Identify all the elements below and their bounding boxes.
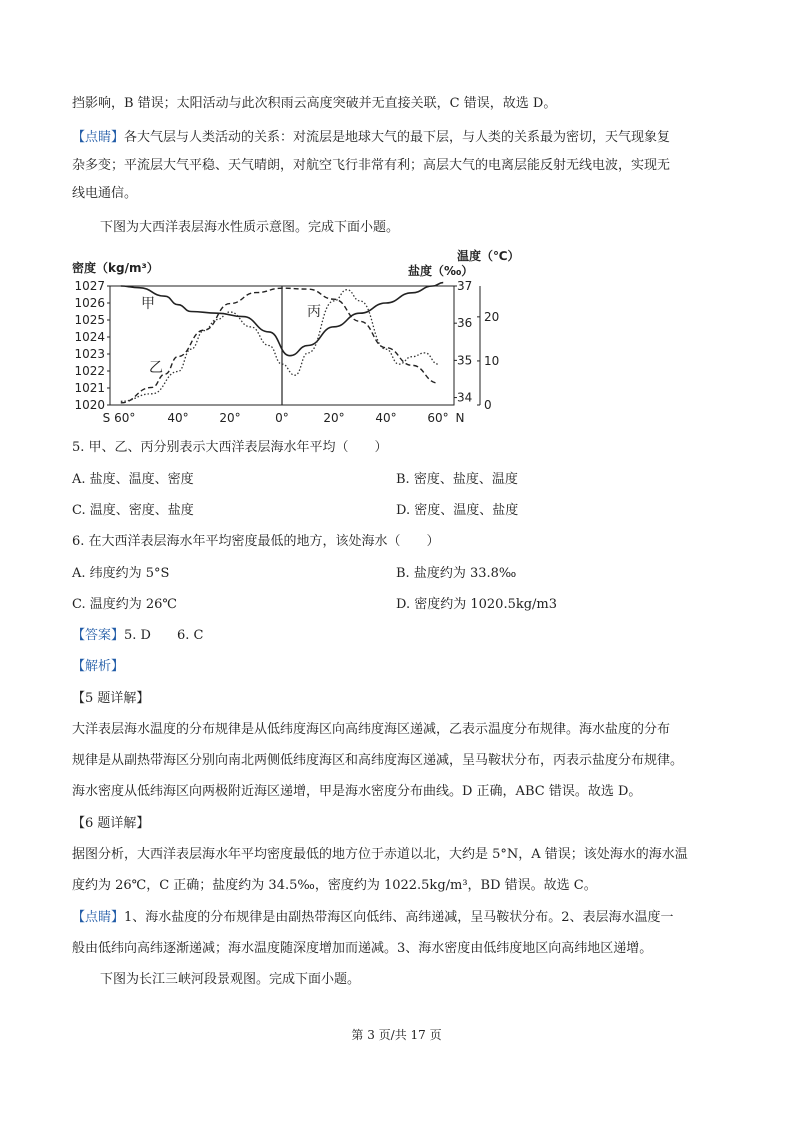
- q5-option-d[interactable]: D. 密度、温度、盐度: [396, 503, 519, 518]
- answer-text: 5. D 6. C: [124, 628, 204, 643]
- tip2-line: [72, 909, 722, 927]
- tip-line: 线电通信。: [72, 186, 138, 201]
- density-tick-label: 1026: [74, 296, 105, 310]
- atlantic-chart: [70, 248, 540, 433]
- answer-line: [72, 627, 722, 645]
- temperature-tick-label: 20: [484, 309, 500, 324]
- detail5-line: 规律是从副热带海区分别向南北两侧低纬度海区和高纬度海区递减，呈马鞍状分布，丙表示盐度分布规律。: [72, 753, 684, 768]
- density-tick-label: 1025: [74, 313, 105, 327]
- density-tick-label: 1023: [74, 347, 105, 361]
- series-label-salinity: 丙: [307, 304, 321, 320]
- detail6-line: 据图分析，大西洋表层海水年平均密度最低的地方位于赤道以北，大约是 5°N，A 错误；该处海水的海水温: [72, 847, 688, 862]
- latitude-tick-label: 0°: [275, 411, 289, 425]
- chart-labels: [72, 248, 520, 376]
- tip2-line: 般由低纬向高纬逐渐递减；海水温度随深度增加而递减。3、海水密度由低纬度地区向高纬地区递增。: [72, 941, 653, 956]
- q5-option-c[interactable]: C. 温度、密度、盐度: [72, 503, 194, 518]
- next-prompt: 下图为长江三峡河段景观图。完成下面小题。: [100, 972, 361, 987]
- density-axis-title: 密度（kg/m³）: [72, 261, 159, 275]
- q6-stem: 6. 在大西洋表层海水年平均密度最低的地方，该处海水（ ）: [72, 534, 440, 549]
- chart-prompt: 下图为大西洋表层海水性质示意图。完成下面小题。: [100, 220, 400, 235]
- page-footer: 第 3 页/共 17 页: [351, 1028, 442, 1042]
- q6-option-c[interactable]: C. 温度约为 26℃: [72, 597, 177, 612]
- salinity-tick-label: 34: [457, 390, 473, 405]
- chart-ticks: [74, 279, 499, 425]
- answer-tag: 【答案】: [72, 628, 125, 643]
- tip2-tag: 【点睛】: [72, 910, 125, 925]
- density-tick-label: 1024: [74, 330, 105, 344]
- latitude-tick-label: S 60°: [102, 411, 136, 425]
- tip-tag: 【点睛】: [72, 130, 125, 145]
- latitude-tick-label: N: [455, 411, 465, 425]
- tip-paragraph: [72, 129, 722, 147]
- analysis-tag: 【解析】: [72, 659, 125, 674]
- detail6-tag: 【6 题详解】: [72, 816, 150, 831]
- chart-axes: [110, 286, 480, 405]
- salinity-axis-title: 盐度（‰）: [408, 264, 474, 278]
- temperature-axis-title: 温度（℃）: [457, 249, 520, 263]
- detail6-line: 度约为 26℃，C 正确；盐度约为 34.5‰，密度约为 1022.5kg/m³，BD 错误。故选 C。: [72, 878, 597, 893]
- detail5-line: 海水密度从低纬海区向两极附近海区递增，甲是海水密度分布曲线。D 正确，ABC 错误。故选 D。: [72, 784, 642, 799]
- series-label-density: 甲: [141, 296, 155, 312]
- q5-stem: 5. 甲、乙、丙分别表示大西洋表层海水年平均（ ）: [72, 440, 388, 455]
- latitude-tick-label: 20°: [219, 411, 241, 425]
- intro-line: 挡影响，B 错误；太阳活动与此次积雨云高度突破并无直接关联，C 错误，故选 D。: [72, 96, 557, 111]
- latitude-tick-label: 20°: [323, 411, 345, 425]
- salinity-tick-label: 36: [457, 316, 473, 331]
- temperature-tick-label: 10: [484, 353, 500, 368]
- density-tick-label: 1027: [74, 279, 105, 293]
- detail5-line: 大洋表层海水温度的分布规律是从低纬度海区向高纬度海区递减，乙表示温度分布规律。海水盐度的分布: [72, 722, 671, 737]
- series-label-temperature: 乙: [149, 360, 163, 376]
- latitude-tick-label: 40°: [375, 411, 397, 425]
- density-tick-label: 1021: [74, 381, 105, 395]
- q5-option-b[interactable]: B. 密度、盐度、温度: [396, 472, 518, 487]
- density-tick-label: 1020: [74, 398, 105, 412]
- tip-line: 杂多变；平流层大气平稳、天气晴朗，对航空飞行非常有利；高层大气的电离层能反射无线电波，实现无: [72, 158, 671, 173]
- q5-option-a[interactable]: A. 盐度、温度、密度: [72, 472, 194, 487]
- salinity-tick-label: 35: [457, 353, 473, 368]
- q6-option-d[interactable]: D. 密度约为 1020.5kg/m3: [396, 597, 558, 612]
- tip-text: 各大气层与人类活动的关系：对流层是地球大气的最下层，与人类的关系最为密切，天气现象复: [124, 130, 671, 145]
- latitude-tick-label: 60°: [427, 411, 449, 425]
- density-tick-label: 1022: [74, 364, 105, 378]
- temperature-tick-label: 0: [484, 398, 492, 412]
- salinity-tick-label: 37: [457, 279, 473, 293]
- tip2-text: 1、海水盐度的分布规律是由副热带海区向低纬、高纬递减，呈马鞍状分布。2、表层海水温度一: [124, 910, 674, 925]
- q6-option-b[interactable]: B. 盐度约为 33.8‰: [396, 566, 517, 581]
- latitude-tick-label: 40°: [167, 411, 189, 425]
- q6-option-a[interactable]: A. 纬度约为 5°S: [72, 566, 170, 581]
- detail5-tag: 【5 题详解】: [72, 691, 150, 706]
